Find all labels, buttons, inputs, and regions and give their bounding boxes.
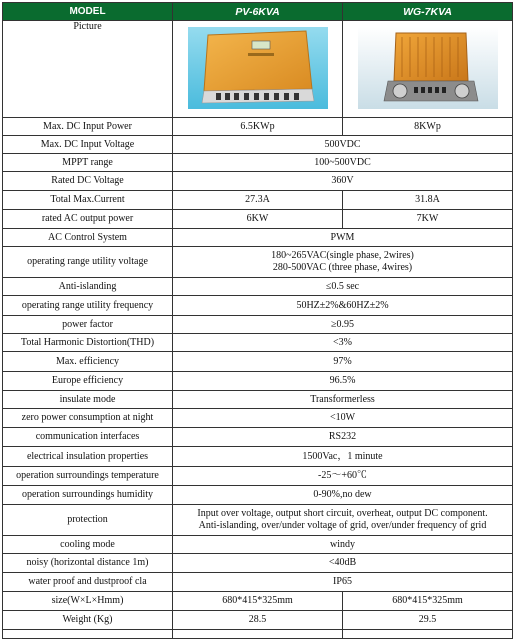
row-label: water proof and dustproof cla	[3, 573, 173, 592]
row-value: <10W	[173, 409, 513, 428]
row-value: <40dB	[173, 554, 513, 573]
row-value: 500VDC	[173, 136, 513, 154]
row-value: IP65	[173, 573, 513, 592]
header-row	[3, 3, 513, 21]
table-row	[3, 316, 513, 334]
table-row	[3, 136, 513, 154]
inverter-pv-6kva-image	[188, 27, 328, 109]
row-label: rated AC output power	[3, 210, 173, 229]
table-row	[3, 447, 513, 467]
row-value-pv-6kva: 28.5	[173, 611, 343, 630]
row-value-pv-6kva: 680*415*325mm	[173, 592, 343, 611]
row-label: protection	[3, 505, 173, 536]
row-label: Max. DC Input Voltage	[3, 136, 173, 154]
table-row	[3, 118, 513, 136]
row-label: Europe efficiency	[3, 372, 173, 391]
row-value: <3%	[173, 334, 513, 352]
table-row	[3, 296, 513, 316]
table-row	[3, 154, 513, 172]
row-label: operation surroundings temperature	[3, 467, 173, 486]
row-label: Rated DC Voltage	[3, 172, 173, 191]
row-value: 1500Vac，1 minute	[173, 447, 513, 467]
row-value: ≥0.95	[173, 316, 513, 334]
row-label: size(W×L×Hmm)	[3, 592, 173, 611]
row-value: 50HZ±2%&60HZ±2%	[173, 296, 513, 316]
row-label: communication interfaces	[3, 428, 173, 447]
row-value	[173, 505, 513, 536]
table-row	[3, 630, 513, 639]
table-row	[3, 592, 513, 611]
table-row	[3, 210, 513, 229]
table-row	[3, 352, 513, 372]
row-value: 96.5%	[173, 372, 513, 391]
row-value-wg-7kva: 29.5	[343, 611, 513, 630]
row-label: operating range utility voltage	[3, 247, 173, 278]
row-value-pv-6kva: 6KW	[173, 210, 343, 229]
inverter-wg-7kva-image	[358, 27, 498, 109]
row-value-wg-7kva: 7KW	[343, 210, 513, 229]
table-row	[3, 191, 513, 210]
picture-row	[3, 21, 513, 118]
row-label: electrical insulation properties	[3, 447, 173, 467]
row-value-line: 180~265VAC(single phase, 2wires)	[271, 250, 414, 261]
row-value-wg-7kva: 680*415*325mm	[343, 592, 513, 611]
row-label: Max. efficiency	[3, 352, 173, 372]
row-value: 97%	[173, 352, 513, 372]
row-value-line: 280-500VAC (three phase, 4wires)	[272, 262, 413, 273]
table-row	[3, 334, 513, 352]
row-label: AC Control System	[3, 229, 173, 247]
empty-cell	[173, 630, 343, 639]
empty-cell	[343, 630, 513, 639]
row-label: noisy (horizontal distance 1m)	[3, 554, 173, 573]
row-label: Total Harmonic Distortion(THD)	[3, 334, 173, 352]
row-label: Total Max.Current	[3, 191, 173, 210]
row-label: operation surroundings humidity	[3, 486, 173, 505]
row-value: 0-90%,no dew	[173, 486, 513, 505]
table-row	[3, 409, 513, 428]
row-value: 360V	[173, 172, 513, 191]
row-label: insulate mode	[3, 391, 173, 409]
table-row	[3, 486, 513, 505]
header-pv-6kva: PV-6KVA	[173, 3, 343, 21]
picture-wg-7kva	[343, 21, 513, 118]
row-value-line: Input over voltage, output short circuit, overheat, output DC component.	[197, 508, 488, 519]
empty-cell	[3, 630, 173, 639]
row-value-pv-6kva: 6.5KWp	[173, 118, 343, 136]
table-row	[3, 554, 513, 573]
row-value-line: Anti-islanding, over/under voltage of grid, over/under frequency of grid	[198, 520, 487, 531]
table-row	[3, 505, 513, 536]
picture-pv-6kva	[173, 21, 343, 118]
row-label: operating range utility frequency	[3, 296, 173, 316]
row-value-pv-6kva: 27.3A	[173, 191, 343, 210]
row-label: zero power consumption at night	[3, 409, 173, 428]
row-value: ≤0.5 sec	[173, 278, 513, 296]
table-row	[3, 573, 513, 592]
table-row	[3, 172, 513, 191]
row-value: RS232	[173, 428, 513, 447]
row-value-wg-7kva: 8KWp	[343, 118, 513, 136]
table-row	[3, 391, 513, 409]
row-value: Transformerless	[173, 391, 513, 409]
row-label: MPPT range	[3, 154, 173, 172]
table-row	[3, 372, 513, 391]
row-value: PWM	[173, 229, 513, 247]
header-wg-7kva: WG-7KVA	[343, 3, 513, 21]
row-label: Weight (Kg)	[3, 611, 173, 630]
row-label: Anti-islanding	[3, 278, 173, 296]
row-value	[173, 247, 513, 278]
row-value: -25～+60℃	[173, 467, 513, 486]
row-value-wg-7kva: 31.8A	[343, 191, 513, 210]
table-row	[3, 536, 513, 554]
table-row	[3, 611, 513, 630]
row-label: power factor	[3, 316, 173, 334]
row-label: Max. DC Input Power	[3, 118, 173, 136]
row-value: 100~500VDC	[173, 154, 513, 172]
table-row	[3, 247, 513, 278]
row-label: cooling mode	[3, 536, 173, 554]
table-row	[3, 229, 513, 247]
header-model: MODEL	[3, 3, 173, 21]
table-row	[3, 278, 513, 296]
table-row	[3, 467, 513, 486]
picture-label: Picture	[3, 21, 173, 118]
table-row	[3, 428, 513, 447]
row-value: windy	[173, 536, 513, 554]
spec-table	[2, 2, 513, 639]
